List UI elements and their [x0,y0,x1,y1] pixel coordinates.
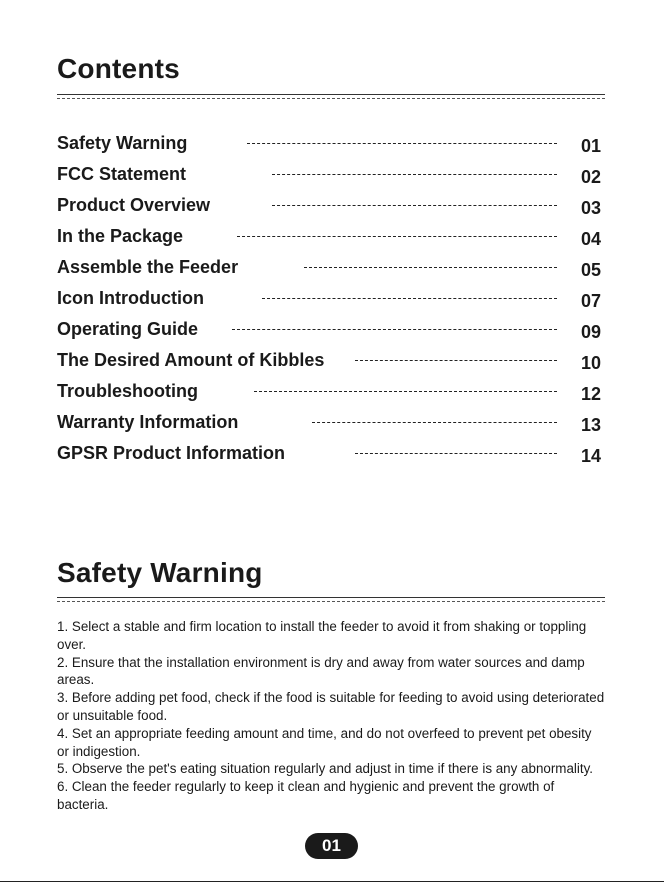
toc-entry[interactable] [57,379,609,403]
contents-divider [57,94,605,100]
toc-page-number: 03 [580,198,602,218]
toc-entry[interactable] [57,317,609,341]
warning-item: 4. Set an appropriate feeding amount and time, and do not overfeed to prevent pet obesity or indigestion. [57,725,592,759]
toc-entry[interactable] [57,255,609,279]
toc-leader [355,453,557,454]
toc-leader [237,236,557,237]
toc-label: Operating Guide [57,319,199,339]
toc-page-number: 04 [580,229,602,249]
toc-label: Assemble the Feeder [57,257,239,277]
warning-item: 2. Ensure that the installation environment is dry and away from water sources and damp areas. [57,654,585,688]
toc-label: Troubleshooting [57,381,198,401]
toc-page-number: 10 [580,353,602,373]
toc-leader [272,205,557,206]
safety-warning-title: Safety Warning [57,557,263,588]
toc-leader [247,143,557,144]
toc-label: FCC Statement [57,164,187,184]
warning-item: 3. Before adding pet food, check if the food is suitable for feeding to avoid using deteriorated or unsuitable food. [57,690,605,723]
toc-label: Product Overview [57,195,211,215]
toc-page-number: 14 [580,446,602,466]
toc-label: Safety Warning [57,133,188,153]
warning-item: 5. Observe the pet's eating situation regularly and adjust in time if there is any abnormality. [57,761,593,777]
safety-warning-list [57,618,605,814]
toc-page-number: 01 [580,136,602,156]
toc-entry[interactable] [57,131,609,155]
toc-page-number: 12 [580,384,602,404]
bottom-border [0,881,664,882]
toc-leader [304,267,557,268]
toc-leader [272,174,557,175]
toc-page-number: 05 [580,260,602,280]
safety-divider [57,597,605,603]
warning-item: 1. Select a stable and firm location to install the feeder to avoid it from shaking or toppling over. [57,619,587,652]
toc-entry[interactable] [57,286,609,310]
toc-entry[interactable] [57,224,609,248]
toc-label: Warranty Information [57,412,239,432]
toc-label: Icon Introduction [57,288,204,308]
toc-page-number: 02 [580,167,602,187]
toc-page-number: 13 [580,415,602,435]
toc-leader [355,360,557,361]
toc-label: In the Package [57,226,184,246]
warning-item: 6. Clean the feeder regularly to keep it clean and hygienic and prevent the growth of bacteria. [57,779,555,812]
toc-label: GPSR Product Information [57,443,286,463]
toc-entry[interactable] [57,348,609,372]
toc-leader [262,298,557,299]
toc-leader [254,391,557,392]
toc-entry[interactable] [57,441,609,465]
toc-leader [232,329,557,330]
toc-page-number: 07 [580,291,602,311]
toc-page-number: 09 [580,322,602,342]
contents-title: Contents [57,53,180,84]
toc-label: The Desired Amount of Kibbles [57,350,325,370]
toc-entry[interactable] [57,162,609,186]
page-number-badge: 01 [305,833,358,859]
toc-entry[interactable] [57,193,609,217]
toc-entry[interactable] [57,410,609,434]
toc-leader [312,422,557,423]
